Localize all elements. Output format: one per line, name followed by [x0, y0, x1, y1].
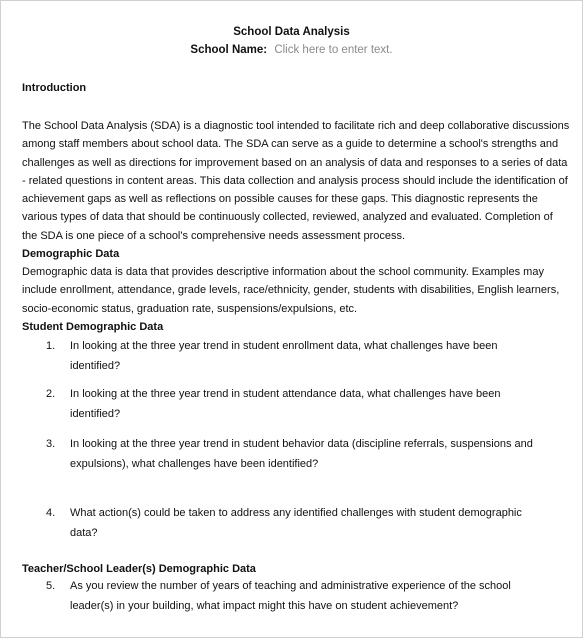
- question-number: 2.: [46, 388, 56, 400]
- question-text: In looking at the three year trend in student behavior data (discipline referrals, suspensions and expulsions), what challenges have been identified?: [70, 438, 533, 470]
- introduction-paragraph: The School Data Analysis (SDA) is a diagnostic tool intended to facilitate rich and deep collaborative discussions among staff members about school data. The SDA can serve as a guide to determine a school's strengths and challenges as well as directions for improvement based on an analysis of data and responses to a series of data - related questions in content areas. This data collection and analysis process should include the identification of achievement gaps as well as reflections on possible causes for these gaps. This diagnostic represents the various types of data that should be continuously collected, reviewed, analyzed and evaluated. Completion of the SDA is one piece of a school's comprehensive needs assessment process.: [22, 120, 570, 242]
- question-text: As you review the number of years of teaching and administrative experience of the school leader(s) in your building, what impact might this have on student achievement?: [70, 580, 511, 612]
- question-text: In looking at the three year trend in student attendance data, what challenges have been identified?: [70, 388, 501, 420]
- question-number: 3.: [46, 438, 56, 450]
- teacher-demographic-heading: Teacher/School Leader(s) Demographic Data: [22, 563, 256, 575]
- introduction-heading: Introduction: [22, 82, 87, 94]
- document-title: School Data Analysis: [233, 26, 350, 38]
- school-name-row: [1, 44, 582, 56]
- question-number: 5.: [46, 580, 56, 592]
- question-number: 1.: [46, 340, 56, 352]
- demographic-heading: Demographic Data: [22, 248, 120, 260]
- question-text: In looking at the three year trend in student enrollment data, what challenges have been identified?: [70, 340, 498, 372]
- demographic-paragraph: Demographic data is data that provides descriptive information about the school community. Examples may include enrollment, attendance, grade levels, race/ethnicity, gender, students with disabilities, English learners, socio-economic status, graduation rate, suspensions/expulsions, etc.: [22, 266, 560, 315]
- school-name-label: School Name:: [190, 44, 268, 56]
- question-number: 4.: [46, 507, 56, 519]
- student-demographic-heading: Student Demographic Data: [22, 321, 164, 333]
- question-text: What action(s) could be taken to address any identified challenges with student demographic data?: [70, 507, 522, 539]
- school-name-field[interactable]: Click here to enter text.: [274, 44, 393, 56]
